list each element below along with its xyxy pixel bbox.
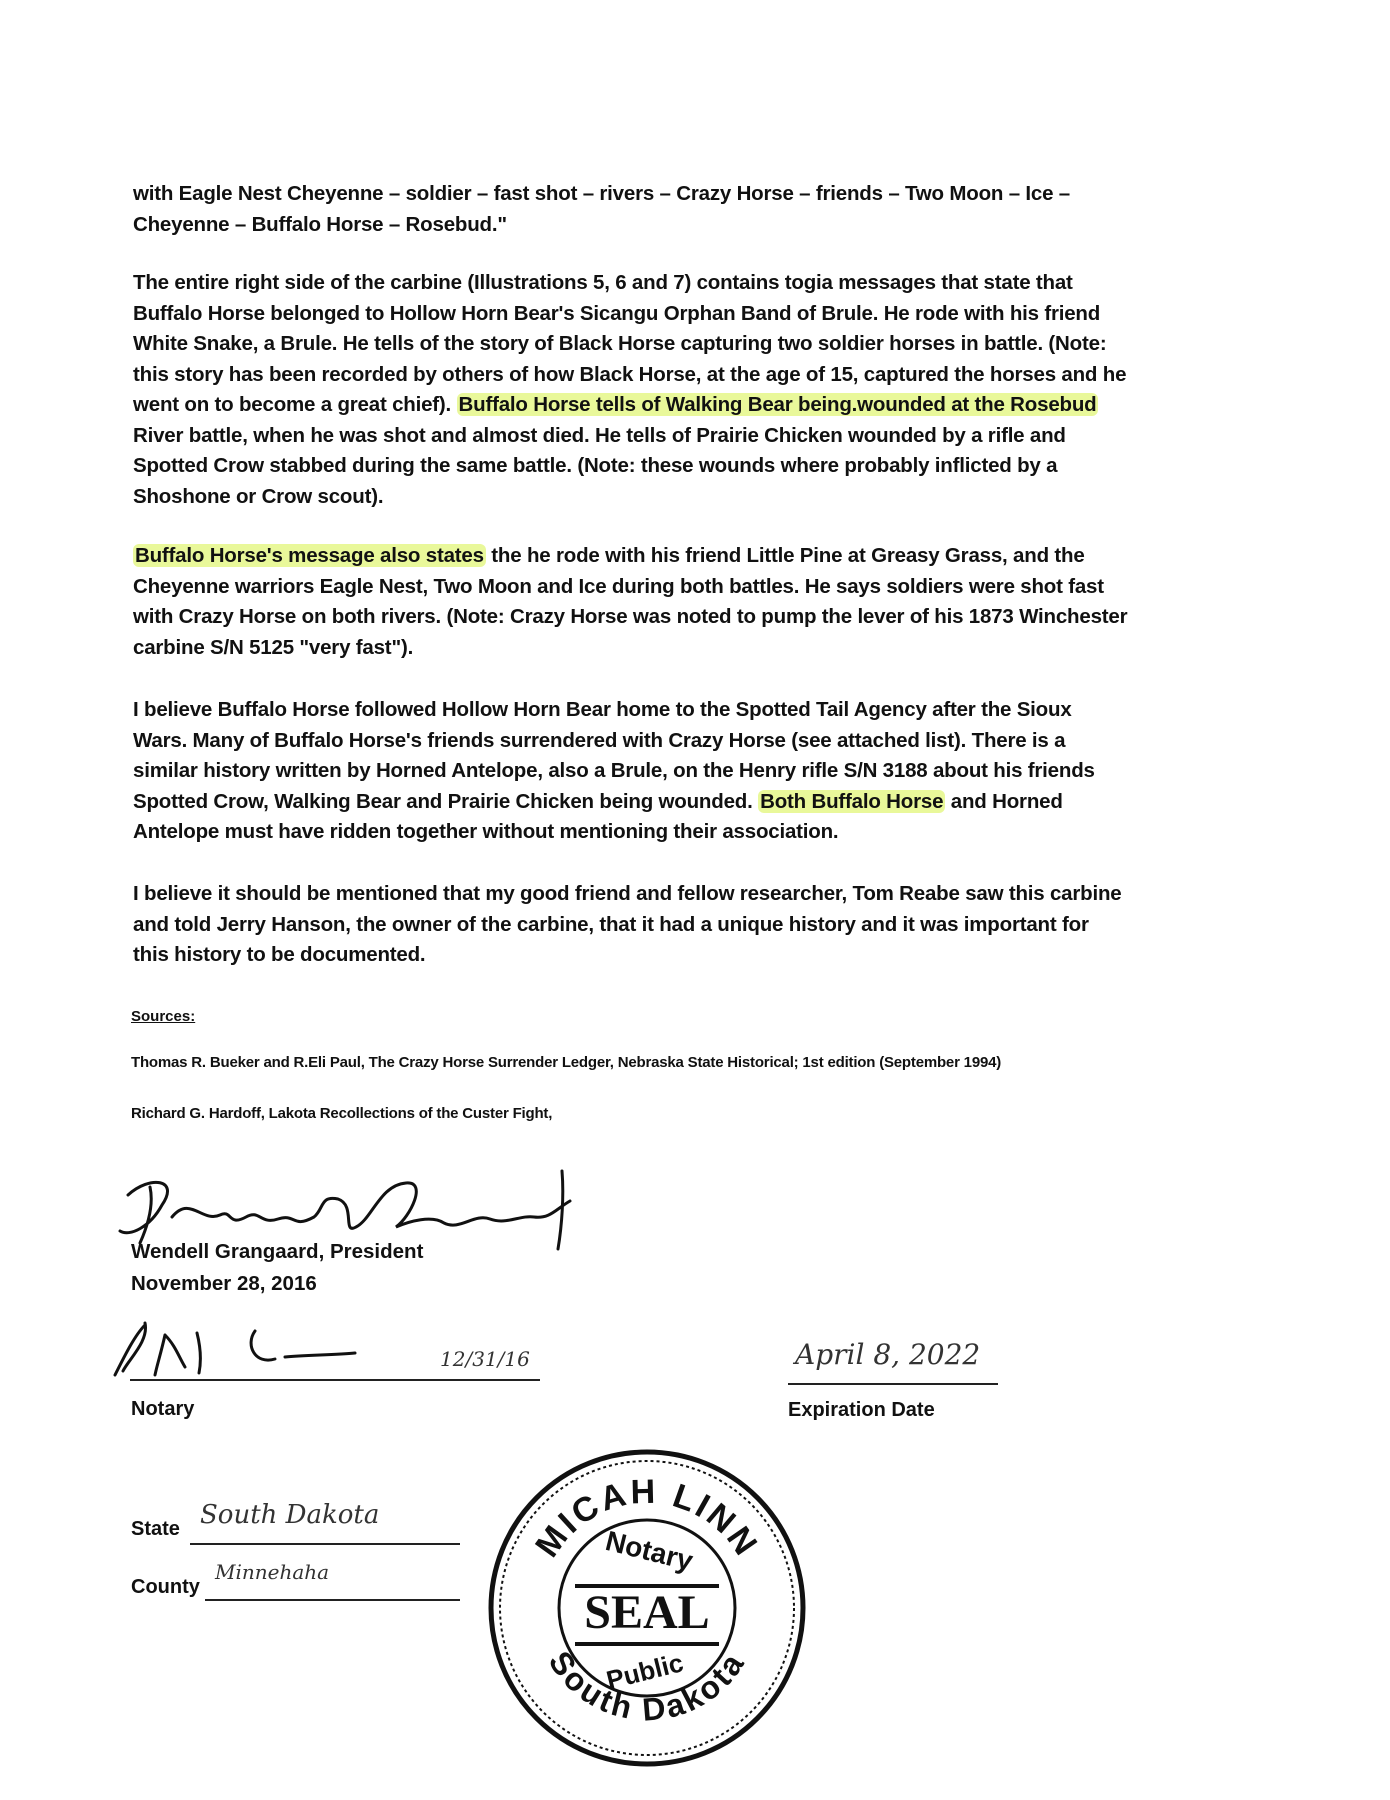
- source-item: Thomas R. Bueker and R.Eli Paul, The Crazy Horse Surrender Ledger, Nebraska State Historical; 1st edition (September 1994): [131, 1054, 1002, 1071]
- text-line: Shoshone or Crow scout).: [133, 484, 384, 508]
- text-line: with Crazy Horse on both rivers. (Note: Crazy Horse was noted to pump the lever of his 1873 Winchester: [133, 605, 1128, 628]
- text-line: similar history written by Horned Antelope, also a Brule, on the Henry rifle S/N 3188 about his friends: [133, 759, 1095, 782]
- seal-bottom-text: South Dakota: [541, 1644, 753, 1728]
- notary-seal: [487, 1448, 807, 1768]
- notary-signature: [105, 1305, 385, 1385]
- text-line: Antelope must have ridden together without mentioning their association.: [133, 820, 839, 843]
- seal-notary-text: Notary: [602, 1525, 697, 1577]
- text-fragment: Spotted Crow, Walking Bear and Prairie Chicken being wounded.: [133, 789, 759, 813]
- text-line: this story has been recorded by others of how Black Horse, at the age of 15, captured the horses and he: [133, 362, 1127, 386]
- text-line: I believe it should be mentioned that my good friend and fellow researcher, Tom Reabe saw this carbine: [133, 882, 1122, 905]
- text-line: Buffalo Horse belonged to Hollow Horn Bear's Sicangu Orphan Band of Brule. He rode with his friend: [133, 301, 1101, 325]
- state-value: South Dakota: [200, 1500, 380, 1530]
- county-line: [205, 1599, 460, 1601]
- paragraph-5: [133, 879, 1213, 971]
- expiration-line: [788, 1383, 998, 1385]
- text-line: White Snake, a Brule. He tells of the story of Black Horse capturing two soldier horses in battle. (Note:: [133, 332, 1107, 355]
- text-line: Cheyenne warriors Eagle Nest, Two Moon and Ice during both battles. He says soldiers were shot fast: [133, 574, 1104, 598]
- notary-handwritten-date: 12/31/16: [440, 1347, 530, 1371]
- text-line: and told Jerry Hanson, the owner of the carbine, that it had a unique history and it was important for: [133, 912, 1089, 936]
- state-line: [190, 1543, 460, 1545]
- text-line: Spotted Crow stabbed during the same battle. (Note: these wounds where probably inflicted by a: [133, 454, 1058, 477]
- highlighted-text: Both Buffalo Horse: [760, 789, 944, 813]
- text-line: this history to be documented.: [133, 943, 426, 966]
- signer-name: Wendell Grangaard, President: [131, 1240, 424, 1263]
- text-line: carbine S/N 5125 "very fast").: [133, 635, 414, 659]
- highlighted-text: Buffalo Horse's message also states: [135, 544, 484, 567]
- text-line: [133, 390, 1213, 421]
- seal-center-text: SEAL: [584, 1586, 710, 1639]
- expiration-date-label: Expiration Date: [788, 1399, 935, 1421]
- text-line: The entire right side of the carbine (Illustrations 5, 6 and 7) contains togia messages that state that: [133, 271, 1073, 294]
- county-label: County: [131, 1576, 200, 1598]
- text-line: Wars. Many of Buffalo Horse's friends surrendered with Crazy Horse (see attached list). There is a: [133, 728, 1066, 752]
- text-fragment: and Horned: [945, 789, 1063, 813]
- notary-label: Notary: [131, 1398, 195, 1420]
- paragraph-3: [133, 541, 1213, 663]
- text-line: [133, 787, 1213, 818]
- expiration-date-value: April 8, 2022: [795, 1338, 981, 1371]
- text-line: with Eagle Nest Cheyenne – soldier – fast shot – rivers – Crazy Horse – friends – Two Moon – Ice –: [133, 182, 1071, 205]
- notary-signature-line: [130, 1379, 540, 1381]
- source-item: Richard G. Hardoff, Lakota Recollections of the Custer Fight,: [131, 1105, 553, 1122]
- paragraph-2: [133, 268, 1213, 512]
- state-label: State: [131, 1518, 180, 1540]
- paragraph-1: [133, 179, 1213, 240]
- text-fragment: went on to become a great chief).: [133, 393, 457, 416]
- seal-top-text: MICAH LINN: [528, 1472, 766, 1565]
- text-line: River battle, when he was shot and almost died. He tells of Prairie Chicken wounded by a rifle and: [133, 423, 1066, 447]
- text-line: [133, 541, 1213, 572]
- seal-public-text: Public: [603, 1647, 687, 1696]
- signature-date: November 28, 2016: [131, 1272, 317, 1295]
- highlighted-text: Buffalo Horse tells of Walking Bear being.wounded at the Rosebud: [458, 393, 1097, 416]
- text-line: I believe Buffalo Horse followed Hollow Horn Bear home to the Spotted Tail Agency after the Sioux: [133, 698, 1072, 721]
- sources-heading: Sources:: [131, 1008, 196, 1025]
- county-value: Minnehaha: [215, 1560, 330, 1584]
- text-line: Cheyenne – Buffalo Horse – Rosebud.": [133, 212, 507, 236]
- paragraph-4: [133, 695, 1213, 848]
- text-fragment: the he rode with his friend Little Pine at Greasy Grass, and the: [485, 544, 1085, 567]
